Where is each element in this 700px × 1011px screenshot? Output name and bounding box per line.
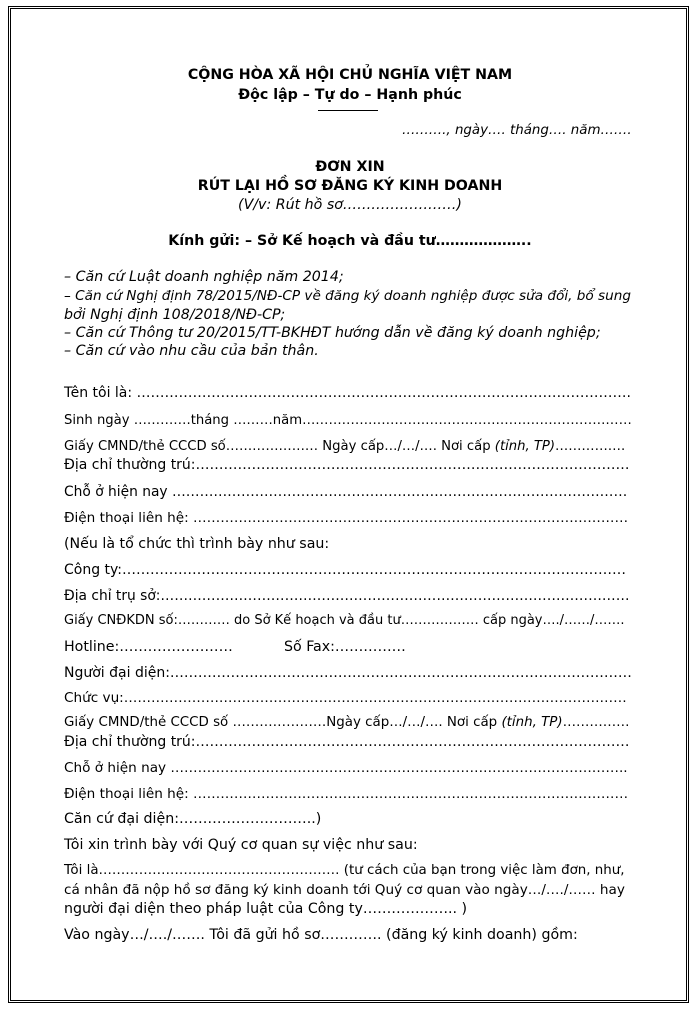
field-rep-id-place: (tỉnh, TP) [501,715,563,730]
legal-basis-4: – Căn cứ vào nhu cầu của bản thân. [64,343,319,359]
field-name: Tên tôi là: ……………………………………………………………………………………………. [64,385,631,401]
field-id [64,438,625,456]
field-position: Chức vụ:………………………………………………………………………………………………… [64,690,627,706]
field-rep-id-tail: …………… [562,715,630,730]
field-fax: Số Fax:…………… [284,639,406,655]
field-dob: Sinh ngày ………….tháng ………năm………………………………………………………………… [64,413,632,428]
recipient: Kính gửi: – Sở Kế hoạch và đầu tư……………….. [168,233,532,249]
doc-title-1: ĐƠN XIN [315,159,385,175]
body-line-3: người đại diện theo pháp luật của Công ty……………….. ) [64,901,468,917]
field-rep-basis: Căn cứ đại diện:………………………..) [64,811,322,827]
field-phone: Điện thoại liên hệ: …………………………………………………………………………………… [64,510,629,526]
country-name: CỘNG HÒA XÃ HỘI CHỦ NGHĨA VIỆT NAM [187,67,513,83]
field-address: Địa chỉ thường trú:………………………………………………………………………………… [64,457,630,473]
field-company: Công ty:……………………………………………………………………………………………… [64,562,627,578]
field-current-address: Chỗ ở hiện nay ……………………………………………………………………………………… [64,484,628,500]
legal-basis-3: – Căn cứ Thông tư 20/2015/TT-BKHĐT hướng dẫn về đăng ký doanh nghiệp; [64,325,601,341]
field-hotline: Hotline:…………………… [64,639,233,655]
field-license: Giấy CNĐKDN số:………… do Sở Kế hoạch và đầu tư……………… cấp ngày…./……/……. [64,613,625,628]
legal-basis-2-cont: bởi Nghị định 108/2018/NĐ-CP; [64,307,286,323]
body-line-1: Tôi là……………………………………………… (tư cách của bạn trong việc làm đơn, như, [64,863,625,878]
doc-subject: (V/v: Rút hồ sơ……………………) [238,197,462,213]
field-rep-address: Địa chỉ thường trú:………………………………………………………………………………… [64,734,630,750]
legal-basis-1: – Căn cứ Luật doanh nghiệp năm 2014; [64,269,344,285]
national-motto: Độc lập – Tự do – Hạnh phúc [238,87,462,103]
field-representative: Người đại diện:……………………………………………………………………………………… [64,665,632,681]
field-rep-current-address: Chỗ ở hiện nay ……………………………………………………………………………………….. [64,760,628,776]
field-rep-phone: Điện thoại liên hệ: …………………………………………………………………………………… [64,786,629,802]
field-rep-id-text: Giấy CMND/thẻ CCCD số …………………Ngày cấp…/…/…. Nơi cấp [64,715,502,730]
legal-basis-2: – Căn cứ Nghị định 78/2015/NĐ-CP về đăng ký doanh nghiệp được sửa đổi, bổ sung [64,288,631,304]
motto-underline [318,110,378,111]
field-rep-id [64,714,630,732]
org-note: (Nếu là tổ chức thì trình bày như sau: [64,536,330,552]
field-id-text: Giấy CMND/thẻ CCCD số………………… Ngày cấp…/…/…. Nơi cấp [64,439,495,454]
field-id-tail: ……………. [555,439,626,454]
body-intro: Tôi xin trình bày với Quý cơ quan sự việc như sau: [64,837,418,853]
body-line-4: Vào ngày…/…./……. Tôi đã gửi hồ sơ…………. (đăng ký kinh doanh) gồm: [64,927,578,943]
field-id-place: (tỉnh, TP) [494,439,556,454]
body-line-2: cá nhân đã nộp hồ sơ đăng ký kinh doanh tới Quý cơ quan vào ngày…/…./…… hay [64,882,625,898]
doc-title-2: RÚT LẠI HỒ SƠ ĐĂNG KÝ KINH DOANH [197,178,503,194]
field-hq-address: Địa chỉ trụ sở:………………………………………………………………………………………… [64,588,630,604]
date-line: ………., ngày…. tháng…. năm……. [402,123,632,138]
